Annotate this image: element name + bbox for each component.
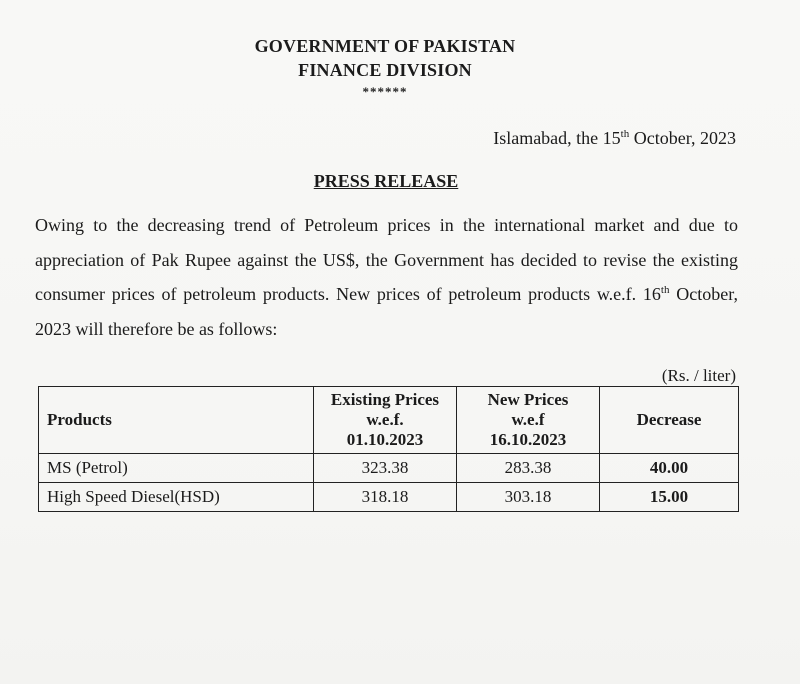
header-existing-line-3: 01.10.2023 — [346, 430, 424, 449]
dateline-suffix: October, 2023 — [629, 128, 736, 148]
cell-new-price: 303.18 — [457, 483, 600, 512]
body-part-1: Owing to the decreasing trend of Petroleum prices in the international market and due to appreciation of Pak Rupee against the US$, the Government has decided to revise the existing consumer prices of petroleum products. New prices of petroleum products w.e.f. 16 — [35, 215, 738, 304]
header-stars: ****** — [362, 84, 408, 99]
cell-existing-price: 318.18 — [314, 483, 457, 512]
header-existing-line-1: Existing Prices — [330, 390, 440, 409]
cell-decrease: 15.00 — [600, 483, 739, 512]
table-header-row — [39, 387, 739, 454]
unit-label: (Rs. / liter) — [661, 366, 736, 385]
header-existing — [314, 387, 457, 454]
cell-existing-price: 323.38 — [314, 454, 457, 483]
dateline-sup: th — [620, 128, 630, 140]
cell-product: High Speed Diesel(HSD) — [39, 483, 314, 512]
cell-decrease: 40.00 — [600, 454, 739, 483]
header-new-line-1: New Prices — [487, 390, 569, 409]
dateline — [493, 128, 736, 149]
header-decrease: Decrease — [600, 387, 739, 454]
header-government: GOVERNMENT OF PAKISTAN — [254, 36, 516, 56]
price-table — [38, 386, 739, 512]
table-row — [39, 454, 739, 483]
header-existing-line-2: w.e.f. — [366, 410, 404, 429]
header-new — [457, 387, 600, 454]
body-paragraph — [35, 208, 738, 346]
body-part-2: October, 2023 will therefore be as follows: — [35, 284, 738, 339]
table-row — [39, 483, 739, 512]
dateline-prefix: Islamabad, the 15 — [493, 128, 621, 148]
header-new-line-2: w.e.f — [511, 410, 545, 429]
cell-new-price: 283.38 — [457, 454, 600, 483]
header-division: FINANCE DIVISION — [298, 60, 472, 80]
header-new-line-3: 16.10.2023 — [489, 430, 567, 449]
cell-product: MS (Petrol) — [39, 454, 314, 483]
header-products: Products — [39, 387, 314, 454]
page-title: PRESS RELEASE — [313, 171, 459, 191]
body-sup: th — [660, 284, 670, 296]
